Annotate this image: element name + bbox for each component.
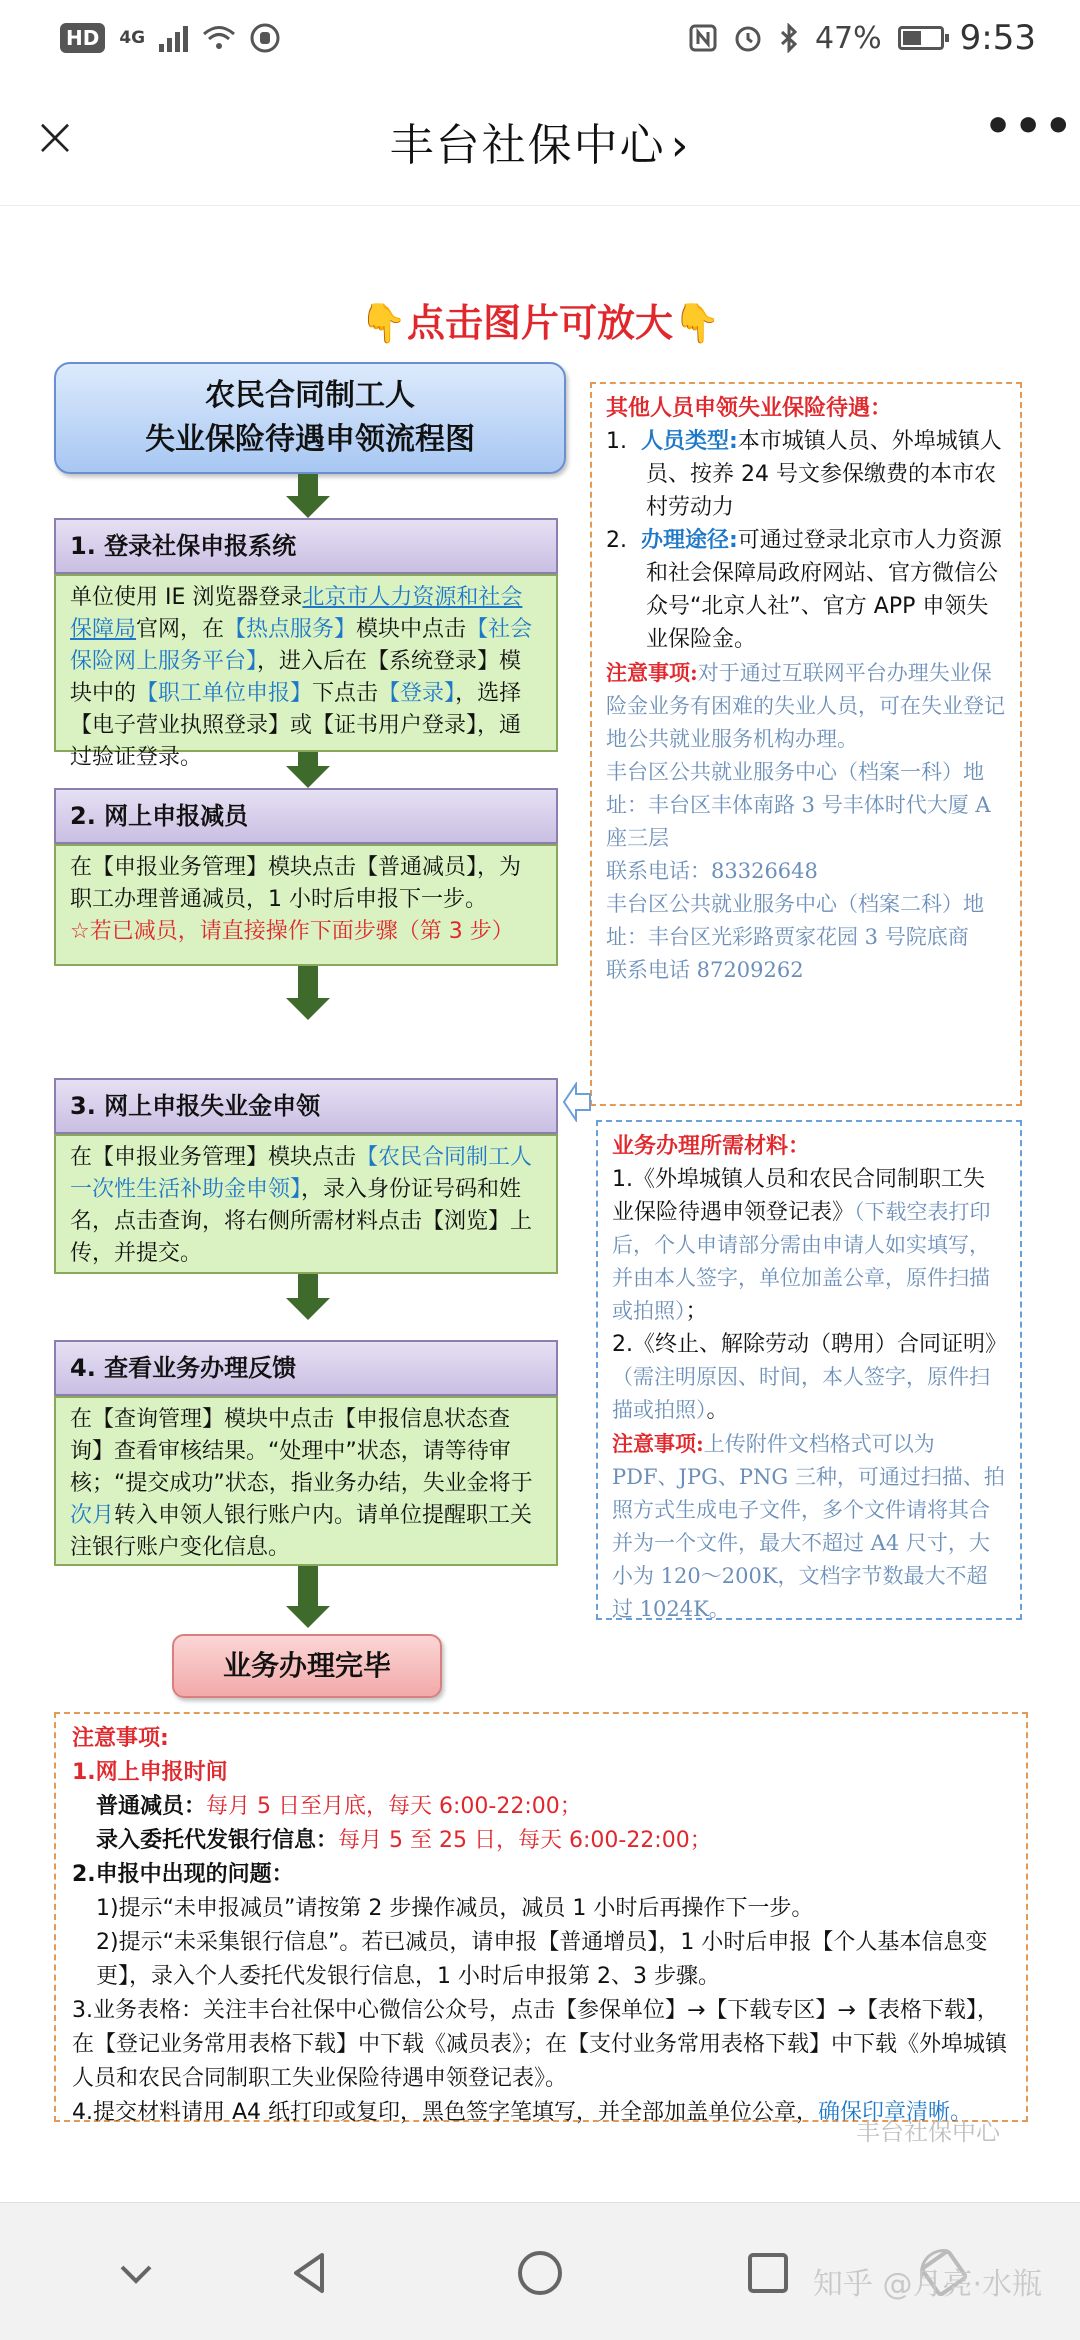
finish-box: 业务办理完毕 [172,1634,442,1698]
center-2-phone: 联系电话 87209262 [606,958,804,982]
step-2-body: 在【申报业务管理】模块点击【普通减员】，为职工办理普通减员，1 小时后申报下一步。 ☆若已减员，请直接操作下面步骤（第 3 步） [54,844,558,966]
flowchart-title-line1: 农民合同制工人 [205,378,415,413]
page-title: 丰台社保中心 [389,119,666,171]
center-2-address: 丰台区公共就业服务中心（档案二科）地址：丰台区光彩路贾家花园 3 号院底商 [606,892,984,949]
article-image[interactable] [0,206,1080,2202]
center-1-phone: 联系电话：83326648 [606,859,818,883]
battery-percent: 47% [814,20,882,56]
required-materials-box: 业务办理所需材料： 1.《外埠城镇人员和农民合同制职工失业保险待遇申领登记表》（下载空表打印后，个人申请部分需由申请人如实填写，并由本人签字，单位加盖公章，原件扫描或拍照）； 2.《终止、解除劳动（聘用）合同证明》（需注明原因、时间，本人签字，原件扫描或拍照）。 注意事项:上传附件文档格式可以为 PDF、JPG、PNG 三种，可通过扫描、拍照方式生成电子文件，多个文件请将其合并为一个文件，最大不超过 A4 尺寸，大小为 120～200K，文档字节数最大不超过 1024K。 [596,1120,1022,1620]
more-options-icon[interactable]: ••• [984,101,1075,152]
step-3-body: 在【申报业务管理】模块点击【农民合同制工人一次性生活补助金申领】，录入身份证号码和姓名，点击查询，将右侧所需材料点击【浏览】上传，并提交。 [54,1134,558,1274]
home-icon[interactable] [510,2243,570,2303]
flow-arrow [286,966,330,1020]
wifi-icon [202,25,236,51]
other-applicants-title: 其他人员申领失业保险待遇： [606,396,893,421]
embedded-watermark: 丰台社保中心 [856,2118,1000,2146]
alarm-icon [733,23,763,53]
step-2-warning: ☆若已减员，请直接操作下面步骤（第 3 步） [70,919,514,944]
back-icon[interactable] [280,2243,340,2303]
flow-arrow [286,752,330,788]
nfc-icon [689,24,717,52]
step-2-heading: 2. 网上申报减员 [54,788,558,844]
flowchart-title [54,362,566,474]
flow-arrow [286,1566,330,1628]
zoom-hint [0,292,1080,347]
hand-pointing-down-icon: 👇 [673,301,721,345]
step-1-heading: 1. 登录社保申报系统 [54,518,558,574]
other-applicants-box: 其他人员申领失业保险待遇： 1. 人员类型:本市城镇人员、外埠城镇人员、按养 24 号文参保缴费的本市农村劳动力 2. 办理途径:可通过登录北京市人力资源和社会保障局政府网站、官方微信公众号“北京人社”、官方 APP 申领失业保险金。 注意事项:对于通过互联网平台办理失业保险金业务有困难的失业人员，可在失业登记地公共就业服务机构办理。 丰台区公共就业服务中心（档案一科）地址：丰台区丰体南路 3 号丰体时代大厦 A 座三层 联系电话：83326648 丰台区公共就业服务中心（档案二科）地址：丰台区光彩路贾家花园 3 号院底商 联系电话 87209262 [590,382,1022,1106]
account-title-link[interactable] [390,109,691,173]
hrss-website-link: 北京市人力资源和社会保障局 [70,585,523,642]
chevron-right-icon: › [670,119,691,171]
recents-icon[interactable] [738,2243,798,2303]
signal-icon [159,24,188,52]
close-icon[interactable]: × [32,105,78,168]
bluetooth-icon [779,23,799,53]
step-1-body: 单位使用 IE 浏览器登录北京市人力资源和社会保障局官网，在【热点服务】模块中点击【社会保险网上服务平台】，进入后在【系统登录】模块中的【职工单位申报】下点击【登录】，选择【电子营业执照登录】或【证书用户登录】，通过验证登录。 [54,574,558,752]
clock: 9:53 [959,18,1036,58]
hand-notification-icon [250,23,280,53]
zoom-hint-text: 点击图片可放大 [406,301,673,345]
collapse-chevron-icon[interactable] [106,2243,166,2303]
hd-indicator: HD [60,23,105,53]
left-arrow-icon [562,1082,592,1122]
system-nav-bar [0,2202,1080,2340]
battery-icon [898,26,944,50]
step-3-heading: 3. 网上申报失业金申领 [54,1078,558,1134]
app-header [0,76,1080,206]
step-4-heading: 4. 查看业务办理反馈 [54,1340,558,1396]
status-bar [0,0,1080,76]
flow-arrow [286,474,330,518]
flow-arrow [286,1274,330,1320]
center-1-address: 丰台区公共就业服务中心（档案一科）地址：丰台区丰体南路 3 号丰体时代大厦 A 座三层 [606,760,991,850]
notes-box: 注意事项: 1.网上申报时间 普通减员：每月 5 日至月底，每天 6:00-22:00； 录入委托代发银行信息：每月 5 至 25 日，每天 6:00-22:00； 2.申报中出现的问题： 1)提示“未申报减员”请按第 2 步操作减员，减员 1 小时后再操作下一步。 2)提示“未采集银行信息”。若已减员，请申报【普通增员】，1 小时后申报【个人基本信息变更】，录入个人委托代发银行信息，1 小时后申报第 2、3 步骤。 3.业务表格：关注丰台社保中心微信公众号，点击【参保单位】→【下载专区】→【表格下载】，在【登记业务常用表格下载】中下载《减员表》；在【支付业务常用表格下载】中下载《外埠城镇人员和农民合同制职工失业保险待遇申领登记表》。 4.提交材料请用 A4 纸打印或复印，黑色签字笔填写，并全部加盖单位公章，确保印章清晰。 [54,1712,1028,2122]
step-4-body: 在【查询管理】模块中点击【申报信息状态查询】查看审核结果。“处理中”状态，请等待审核；“提交成功”状态，指业务办结，失业金将于次月转入申领人银行账户内。请单位提醒职工关注银行账户变化信息。 [54,1396,558,1566]
hand-pointing-down-icon: 👇 [359,301,407,345]
notes-title: 注意事项: [72,1726,169,1751]
zhihu-watermark: 知乎 @月亮·水瓶 [812,2267,1042,2302]
required-materials-title: 业务办理所需材料： [612,1134,811,1159]
flowchart-title-line2: 失业保险待遇申领流程图 [145,422,475,457]
network-type: 4G [119,28,146,48]
